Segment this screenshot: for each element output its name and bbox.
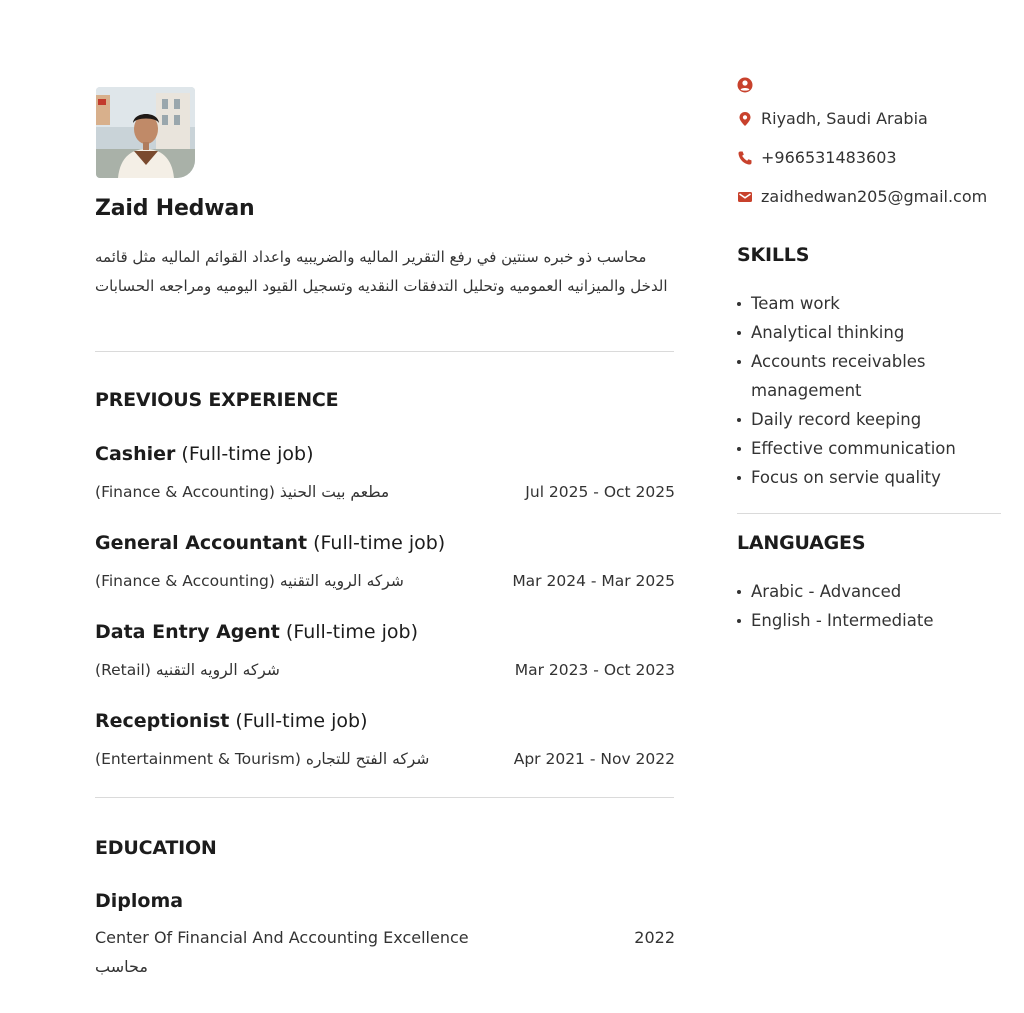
language-item: Arabic - Advanced [737, 577, 1002, 606]
job-meta [95, 661, 675, 679]
job-type: (Full-time job) [181, 443, 314, 465]
skill-item: Analytical thinking [737, 318, 1002, 347]
job-organization: مطعم بيت الحنيذ (Finance & Accounting) [95, 483, 390, 501]
job-title [95, 443, 314, 465]
skill-item: Effective communication [737, 434, 1002, 463]
phone-text[interactable]: +966531483603 [761, 148, 897, 167]
section-title-languages: LANGUAGES [737, 532, 866, 554]
job-organization: شركه الرويه التقنيه (Finance & Accounting) [95, 572, 404, 590]
contact-email[interactable] [737, 187, 987, 206]
divider [95, 797, 674, 798]
job-position: General Accountant [95, 532, 308, 554]
section-title-skills: SKILLS [737, 244, 810, 266]
job-position: Data Entry Agent [95, 621, 280, 643]
language-item: English - Intermediate [737, 606, 1002, 635]
person-icon [737, 77, 753, 93]
job-meta [95, 572, 675, 590]
education-institution: Center Of Financial And Accounting Excellence [95, 928, 469, 947]
job-title [95, 532, 445, 554]
job-meta [95, 483, 675, 501]
skill-item: Team work [737, 289, 1002, 318]
education-specialization: محاسب [95, 957, 148, 976]
languages-list [737, 577, 1002, 635]
profile-photo [96, 87, 195, 178]
job-type: (Full-time job) [235, 710, 368, 732]
job-dates: Mar 2024 - Mar 2025 [512, 572, 675, 590]
job-meta [95, 750, 675, 768]
job-organization: شركه الرويه التقنيه (Retail) [95, 661, 280, 679]
job-position: Cashier [95, 443, 176, 465]
divider [737, 513, 1001, 514]
location-text: Riyadh, Saudi Arabia [761, 109, 928, 128]
job-title [95, 710, 368, 732]
job-position: Receptionist [95, 710, 230, 732]
education-degree [95, 890, 183, 912]
phone-icon [737, 150, 753, 166]
section-title-experience: PREVIOUS EXPERIENCE [95, 389, 339, 411]
candidate-name: Zaid Hedwan [95, 196, 255, 221]
skill-item: Focus on servie quality [737, 463, 1002, 492]
job-type: (Full-time job) [313, 532, 446, 554]
email-icon [737, 189, 753, 205]
education-year: 2022 [634, 928, 675, 947]
divider [95, 351, 674, 352]
skills-list [737, 289, 1002, 492]
skill-item: Daily record keeping [737, 405, 1002, 434]
skill-item: Accounts receivables management [737, 347, 951, 405]
contact-phone[interactable] [737, 148, 897, 167]
job-dates: Jul 2025 - Oct 2025 [525, 483, 675, 501]
job-type: (Full-time job) [285, 621, 419, 643]
contact-person [737, 77, 761, 93]
contact-location [737, 109, 928, 128]
profile-summary: محاسب ذو خبره سنتين في رفع التقرير الماليه والضريبيه واعداد القوائم الماليه مثل قائمه الدخل والميزانيه العموميه وتحليل التدفقات النقديه وتسجيل القيود اليوميه ومراجعه الحسابات [95, 248, 668, 295]
degree-name: Diploma [95, 890, 184, 912]
education-meta [95, 928, 675, 947]
location-pin-icon [737, 111, 753, 127]
email-text[interactable]: zaidhedwan205@gmail.com [761, 187, 988, 206]
section-title-education: EDUCATION [95, 837, 217, 859]
job-title [95, 621, 418, 643]
profile-photo-image [96, 87, 195, 178]
job-organization: شركه الفتح للتجاره (Entertainment & Tourism) [95, 750, 430, 768]
job-dates: Mar 2023 - Oct 2023 [514, 661, 675, 679]
job-dates: Apr 2021 - Nov 2022 [513, 750, 675, 768]
